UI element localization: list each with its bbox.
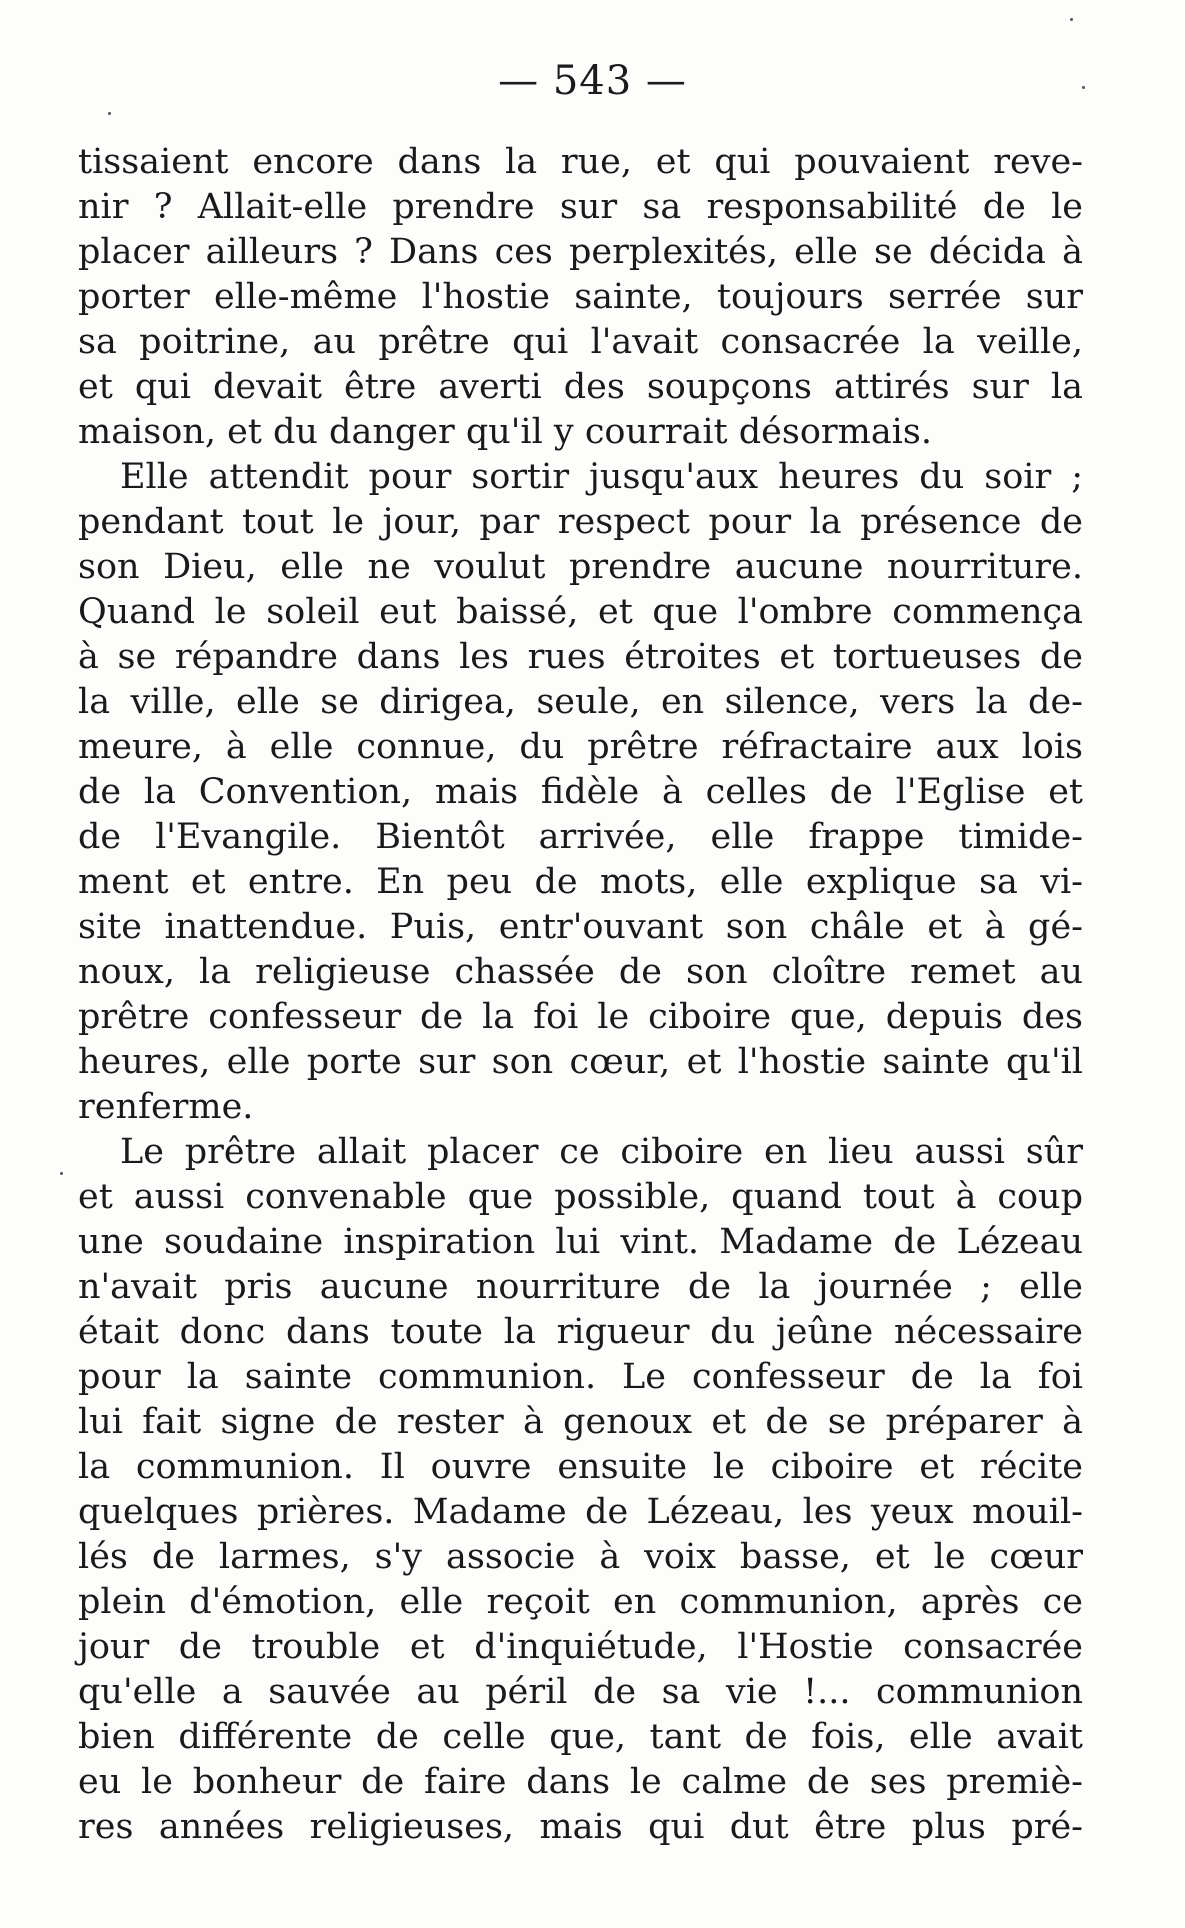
- text-line: renferme.: [78, 1087, 254, 1127]
- print-speck: [1082, 86, 1085, 89]
- text-line: était donc dans toute la rigueur du jeûne nécessaire: [78, 1312, 1083, 1352]
- print-speck: [108, 112, 111, 115]
- text-line: eu le bonheur de faire dans le calme de ses premiè-: [78, 1762, 1083, 1802]
- text-line: quelques prières. Madame de Lézeau, les yeux mouil-: [78, 1492, 1083, 1532]
- text-line: lui fait signe de rester à genoux et de se préparer à: [78, 1402, 1083, 1442]
- text-line: son Dieu, elle ne voulut prendre aucune nourriture.: [78, 547, 1083, 587]
- text-line: de la Convention, mais fidèle à celles de l'Eglise et: [78, 772, 1083, 812]
- text-line: heures, elle porte sur son cœur, et l'hostie sainte qu'il: [78, 1042, 1083, 1082]
- text-line: jour de trouble et d'inquiétude, l'Hostie consacrée: [78, 1627, 1083, 1667]
- text-line: ment et entre. En peu de mots, elle explique sa vi-: [78, 862, 1083, 902]
- page-number: — 543 —: [498, 58, 687, 104]
- text-line: Elle attendit pour sortir jusqu'aux heures du soir ;: [120, 457, 1083, 497]
- text-line: res années religieuses, mais qui dut être plus pré-: [78, 1807, 1083, 1847]
- text-line: de l'Evangile. Bientôt arrivée, elle frappe timide-: [78, 817, 1083, 857]
- text-line: nir ? Allait-elle prendre sur sa responsabilité de le: [78, 187, 1083, 227]
- text-line: pour la sainte communion. Le confesseur de la foi: [78, 1357, 1083, 1397]
- text-line: pendant tout le jour, par respect pour la présence de: [78, 502, 1083, 542]
- text-line: qu'elle a sauvée au péril de sa vie !... communion: [78, 1672, 1083, 1712]
- text-line: lés de larmes, s'y associe à voix basse, et le cœur: [78, 1537, 1083, 1577]
- print-speck: [60, 1172, 63, 1175]
- text-line: n'avait pris aucune nourriture de la journée ; elle: [78, 1267, 1083, 1307]
- text-line: Quand le soleil eut baissé, et que l'ombre commença: [78, 592, 1083, 632]
- text-line: bien différente de celle que, tant de fois, elle avait: [78, 1717, 1083, 1757]
- text-line: tissaient encore dans la rue, et qui pouvaient reve-: [78, 142, 1083, 182]
- text-line: sa poitrine, au prêtre qui l'avait consacrée la veille,: [78, 322, 1083, 362]
- print-speck: [1070, 18, 1073, 21]
- text-line: la ville, elle se dirigea, seule, en silence, vers la de-: [78, 682, 1083, 722]
- text-line: prêtre confesseur de la foi le ciboire que, depuis des: [78, 997, 1083, 1037]
- body-text: [78, 140, 1083, 1850]
- text-line: et aussi convenable que possible, quand tout à coup: [78, 1177, 1083, 1217]
- text-line: Le prêtre allait placer ce ciboire en lieu aussi sûr: [120, 1132, 1083, 1172]
- text-line: meure, à elle connue, du prêtre réfractaire aux lois: [78, 727, 1083, 767]
- text-line: placer ailleurs ? Dans ces perplexités, elle se décida à: [78, 232, 1083, 272]
- text-line: site inattendue. Puis, entr'ouvant son châle et à gé-: [78, 907, 1083, 947]
- text-line: la communion. Il ouvre ensuite le ciboire et récite: [78, 1447, 1083, 1487]
- text-line: noux, la religieuse chassée de son cloître remet au: [78, 952, 1083, 992]
- text-line: à se répandre dans les rues étroites et tortueuses de: [78, 637, 1083, 677]
- text-line: une soudaine inspiration lui vint. Madame de Lézeau: [78, 1222, 1083, 1262]
- text-line: et qui devait être averti des soupçons attirés sur la: [78, 367, 1083, 407]
- text-line: porter elle-même l'hostie sainte, toujours serrée sur: [78, 277, 1083, 317]
- text-line: maison, et du danger qu'il y courrait désormais.: [78, 412, 932, 452]
- text-line: plein d'émotion, elle reçoit en communion, après ce: [78, 1582, 1083, 1622]
